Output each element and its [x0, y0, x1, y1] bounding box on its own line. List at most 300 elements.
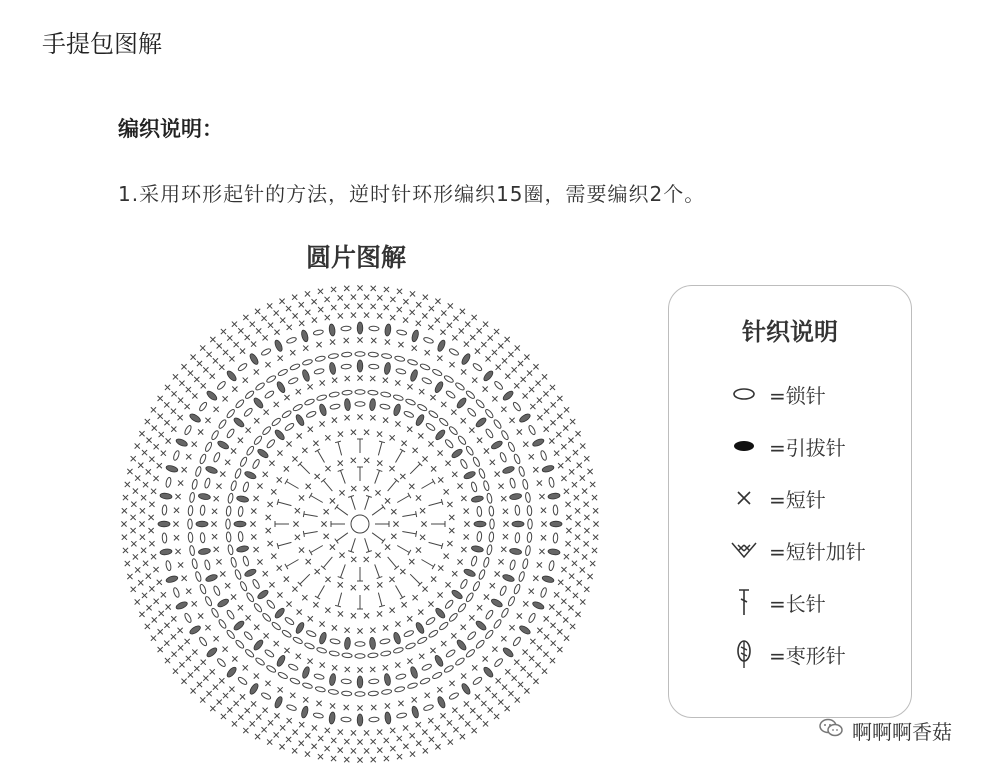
single-crochet-mark	[191, 355, 196, 360]
single-crochet-mark	[582, 489, 587, 494]
puff-stitch-mark	[434, 654, 445, 667]
single-crochet-mark	[364, 748, 369, 753]
single-crochet-mark	[240, 694, 245, 699]
single-crochet-mark	[524, 688, 529, 693]
chain-stitch-mark	[162, 505, 167, 515]
legend-item-double	[729, 587, 826, 617]
chain-stitch-mark	[255, 382, 266, 391]
chain-stitch-mark	[191, 558, 198, 569]
chain-stitch-mark	[393, 394, 404, 401]
single-crochet-mark	[517, 429, 522, 434]
single-crochet-mark	[227, 335, 232, 340]
chain-stitch-mark	[243, 407, 253, 417]
double-crochet-mark	[321, 557, 332, 570]
puff-stitch-mark	[490, 598, 503, 609]
single-crochet-mark	[197, 682, 202, 687]
single-crochet-mark	[149, 541, 154, 546]
chain-stitch-mark	[380, 403, 391, 409]
single-crochet-mark	[234, 701, 239, 706]
chain-stitch-mark	[238, 506, 243, 516]
single-crochet-mark	[430, 648, 435, 653]
single-crochet-mark	[452, 472, 457, 477]
chain-stitch-mark	[304, 398, 315, 406]
chain-stitch-mark	[239, 456, 248, 467]
legend-item-chain	[729, 379, 826, 409]
chain-stitch-mark	[227, 493, 233, 504]
single-crochet-mark	[142, 450, 147, 455]
chain-stitch-mark	[173, 450, 181, 461]
single-crochet-mark	[558, 580, 563, 585]
single-crochet-mark	[407, 616, 412, 621]
chain-stitch-mark	[189, 545, 195, 556]
chain-stitch-mark	[226, 609, 235, 620]
chain-stitch-mark	[380, 650, 391, 656]
chain-stitch-mark	[445, 649, 456, 658]
single-crochet-mark	[593, 521, 598, 526]
single-crochet-mark	[139, 431, 144, 436]
single-crochet-mark	[403, 725, 408, 730]
single-crochet-mark	[171, 409, 176, 414]
single-crochet-mark	[377, 432, 382, 437]
single-crochet-mark	[316, 701, 321, 706]
chain-stitch-mark	[330, 403, 341, 409]
single-crochet-mark	[211, 521, 216, 526]
single-crochet-mark	[261, 316, 266, 321]
chain-stitch-mark	[342, 691, 352, 696]
chain-stitch-mark	[252, 579, 261, 590]
single-crochet-mark	[219, 678, 224, 683]
single-crochet-mark	[503, 534, 508, 539]
single-crochet-mark	[303, 346, 308, 351]
single-crochet-mark	[331, 305, 336, 310]
single-crochet-mark	[582, 554, 587, 559]
single-crochet-mark	[231, 448, 236, 453]
single-crochet-mark	[364, 430, 369, 435]
chain-stitch-mark	[443, 664, 454, 673]
single-crochet-mark	[429, 306, 434, 311]
single-crochet-mark	[213, 358, 218, 363]
single-crochet-mark	[430, 395, 435, 400]
puff-stitch-mark	[357, 676, 363, 688]
single-crochet-mark	[377, 461, 382, 466]
single-crochet-mark	[419, 654, 424, 659]
single-crochet-mark	[158, 629, 163, 634]
single-crochet-mark	[357, 414, 362, 419]
chain-stitch-mark	[226, 506, 231, 516]
double-crochet-mark	[429, 499, 443, 506]
chain-stitch-mark	[341, 364, 351, 369]
puff-stitch-mark	[175, 600, 188, 610]
chain-stitch-mark	[218, 419, 227, 430]
single-crochet-mark	[245, 708, 250, 713]
chain-stitch-mark	[281, 629, 292, 638]
single-crochet-mark	[501, 636, 506, 641]
single-crochet-mark	[438, 477, 443, 482]
single-crochet-mark	[577, 580, 582, 585]
single-crochet-mark	[263, 571, 268, 576]
chain-stitch-mark	[403, 630, 414, 638]
chain-stitch-mark	[522, 558, 529, 569]
single-crochet-mark	[267, 303, 272, 308]
stitch-round	[200, 364, 520, 684]
single-crochet-mark	[178, 562, 183, 567]
instruction-step-1: 1.采用环形起针的方法，逆时针环形编织15圈，需要编织2个。	[118, 182, 706, 206]
chain-stitch-mark	[394, 686, 405, 693]
single-crochet-mark	[420, 508, 425, 513]
puff-stitch-mark	[532, 600, 545, 610]
chain-stitch-mark	[341, 679, 351, 684]
single-crochet-mark	[325, 315, 330, 320]
single-crochet-mark	[383, 665, 388, 670]
single-crochet-mark	[554, 451, 559, 456]
single-crochet-mark	[416, 741, 421, 746]
double-crochet-mark	[396, 585, 406, 599]
single-crochet-mark	[278, 687, 283, 692]
puff-stitch-mark	[248, 682, 259, 695]
single-crochet-mark	[584, 587, 589, 592]
chain-stitch-mark	[460, 459, 469, 470]
single-crochet-mark	[305, 751, 310, 756]
single-crochet-mark	[331, 738, 336, 743]
chain-stitch-mark	[330, 638, 341, 644]
chain-stitch-mark	[216, 658, 226, 668]
chain-stitch-mark	[329, 650, 340, 656]
single-crochet-mark	[398, 701, 403, 706]
single-crochet-mark	[178, 628, 183, 633]
single-crochet-mark	[223, 396, 228, 401]
single-crochet-mark	[440, 330, 445, 335]
single-crochet-mark	[407, 427, 412, 432]
puff-stitch-mark	[328, 324, 335, 337]
puff-stitch-mark	[434, 607, 446, 620]
single-crochet-mark	[557, 414, 562, 419]
double-crochet-mark	[298, 462, 310, 474]
chain-stitch-mark	[472, 581, 481, 592]
single-crochet-mark	[182, 467, 187, 472]
chain-stitch-mark	[518, 571, 525, 582]
single-crochet-mark	[251, 534, 256, 539]
single-crochet-mark	[251, 509, 256, 514]
puff-stitch-mark	[463, 470, 476, 480]
chain-stitch-mark	[483, 557, 490, 568]
single-crochet-mark	[133, 554, 138, 559]
single-crochet-mark	[203, 367, 208, 372]
chain-stitch-mark	[494, 380, 504, 390]
chain-stitch-mark	[246, 592, 255, 603]
chain-stitch-mark	[407, 359, 418, 366]
single-crochet-mark	[449, 528, 454, 533]
chain-stitch-mark	[455, 382, 466, 391]
single-crochet-mark	[284, 466, 289, 471]
single-crochet-mark	[477, 605, 482, 610]
single-crochet-mark	[357, 739, 362, 744]
single-crochet-mark	[345, 628, 350, 633]
chain-stitch-mark	[499, 585, 507, 596]
chain-stitch-mark	[216, 380, 226, 390]
chain-stitch-mark	[313, 329, 324, 335]
single-crochet-mark	[403, 299, 408, 304]
chain-stitch-mark	[423, 337, 434, 345]
chain-stitch-mark	[253, 435, 263, 446]
single-crochet-mark	[556, 611, 561, 616]
single-crochet-mark	[159, 432, 164, 437]
single-crochet-mark	[573, 593, 578, 598]
single-crochet-mark	[549, 604, 554, 609]
chain-stitch-mark	[380, 391, 391, 397]
single-crochet-mark	[447, 502, 452, 507]
single-crochet-mark	[295, 535, 300, 540]
single-crochet-mark	[171, 616, 176, 621]
double-crochet-mark	[275, 521, 289, 527]
single-crochet-mark	[484, 594, 489, 599]
chain-stitch-mark	[165, 477, 171, 488]
single-crochet-mark	[590, 561, 595, 566]
chain-stitch-mark	[518, 466, 525, 477]
puff-stitch-mark	[328, 712, 335, 725]
single-crochet-mark	[541, 521, 546, 526]
single-crochet-mark	[574, 548, 579, 553]
single-crochet-mark	[325, 746, 330, 751]
single-crochet-mark	[229, 687, 234, 692]
single-crochet-mark	[584, 502, 589, 507]
single-crochet-mark	[293, 521, 298, 526]
single-crochet-mark	[330, 498, 335, 503]
single-crochet-mark	[425, 693, 430, 698]
single-crochet-mark	[131, 587, 136, 592]
puff-stitch-mark	[393, 403, 402, 416]
chain-stitch-mark	[527, 532, 532, 542]
single-crochet-mark	[440, 713, 445, 718]
single-crochet-mark	[277, 592, 282, 597]
chain-stitch-mark	[284, 422, 295, 431]
single-crochet-mark	[377, 582, 382, 587]
single-crochet-mark	[464, 521, 469, 526]
single-crochet-mark	[364, 458, 369, 463]
chain-stitch-mark	[211, 430, 220, 441]
single-crochet-mark	[344, 705, 349, 710]
double-crochet-mark	[303, 531, 317, 537]
double-crochet-mark	[335, 441, 342, 455]
single-crochet-mark	[268, 541, 273, 546]
puff-stitch-mark	[329, 673, 337, 686]
double-crochet-mark	[397, 546, 411, 556]
single-crochet-mark	[575, 508, 580, 513]
puff-stitch-mark	[217, 598, 230, 609]
single-crochet-mark	[200, 697, 205, 702]
stitch-round	[173, 337, 546, 710]
page-title: 手提包图解	[42, 30, 162, 58]
single-crochet-mark	[338, 611, 343, 616]
legend-label-increase: =短针加针	[769, 539, 866, 564]
chain-stitch-mark	[234, 569, 242, 580]
single-crochet-mark	[584, 528, 589, 533]
single-crochet-mark	[508, 352, 513, 357]
double-crochet-mark	[315, 449, 325, 463]
chain-stitch-mark	[368, 653, 378, 658]
single-crochet-mark	[201, 383, 206, 388]
single-crochet-mark	[437, 592, 442, 597]
puff-stitch-mark	[357, 322, 363, 334]
single-crochet-mark	[539, 549, 544, 554]
single-crochet-mark	[564, 407, 569, 412]
chain-stitch-mark	[540, 587, 548, 598]
legend-label-single: =短针	[769, 487, 826, 512]
single-crochet-mark	[299, 321, 304, 326]
puff-stitch-mark	[518, 624, 531, 635]
single-crochet-mark	[441, 732, 446, 737]
double-crochet-mark	[410, 462, 422, 474]
single-crochet-mark	[245, 335, 250, 340]
chain-stitch-mark	[420, 363, 431, 371]
stitch-round	[275, 439, 445, 609]
chain-stitch-mark	[173, 587, 181, 598]
single-crochet-mark	[498, 484, 503, 489]
single-crochet-mark	[149, 528, 154, 533]
single-crochet-mark	[302, 448, 307, 453]
single-crochet-mark	[232, 387, 237, 392]
single-crochet-mark	[130, 528, 135, 533]
single-crochet-mark	[416, 722, 421, 727]
chain-stitch-mark	[226, 408, 236, 418]
double-crochet-mark	[372, 533, 385, 544]
single-crochet-mark	[472, 728, 477, 733]
single-crochet-mark	[364, 585, 369, 590]
legend-title: 针织说明	[742, 318, 838, 346]
chain-stitch-mark	[485, 428, 494, 439]
single-crochet-mark	[484, 448, 489, 453]
chain-stitch-mark	[244, 390, 254, 400]
single-crochet-mark	[535, 662, 540, 667]
single-crochet-mark	[351, 730, 356, 735]
chain-stitch-mark	[188, 532, 193, 542]
single-crochet-mark	[483, 656, 488, 661]
single-crochet-mark	[246, 428, 251, 433]
single-crochet-mark	[179, 662, 184, 667]
single-crochet-mark	[173, 669, 178, 674]
chain-stitch-mark	[315, 355, 326, 362]
single-crochet-mark	[485, 356, 490, 361]
chain-stitch-mark	[284, 616, 295, 625]
puff-stitch-mark	[165, 575, 178, 584]
chain-stitch-mark	[368, 390, 378, 395]
single-crochet-mark	[214, 496, 219, 501]
chain-stitch-icon	[729, 379, 759, 409]
single-crochet-mark	[243, 378, 248, 383]
single-crochet-mark	[573, 450, 578, 455]
single-crochet-mark	[390, 746, 395, 751]
single-crochet-mark	[318, 754, 323, 759]
chain-stitch-mark	[428, 410, 439, 419]
puff-stitch-mark	[490, 440, 503, 451]
double-crochet-icon	[729, 587, 759, 617]
single-crochet-mark	[449, 681, 454, 686]
crochet-circle-diagram	[110, 282, 610, 772]
puff-stitch-mark	[198, 548, 211, 556]
chain-stitch-mark	[266, 375, 277, 384]
single-crochet-mark	[151, 489, 156, 494]
single-crochet-mark	[330, 339, 335, 344]
single-crochet-mark	[383, 625, 388, 630]
puff-stitch-mark	[158, 521, 170, 527]
single-crochet-mark	[469, 615, 474, 620]
single-crochet-mark	[146, 574, 151, 579]
stitch-round	[303, 467, 416, 581]
double-crochet-mark	[285, 560, 299, 570]
single-crochet-mark	[423, 295, 428, 300]
puff-stitch-mark	[456, 639, 468, 652]
single-crochet-mark	[250, 322, 255, 327]
double-crochet-mark	[388, 557, 399, 570]
single-crochet-mark	[229, 356, 234, 361]
single-crochet-mark	[492, 350, 497, 355]
single-crochet-mark	[512, 367, 517, 372]
double-crochet-mark	[335, 505, 348, 516]
single-crochet-mark	[477, 438, 482, 443]
single-crochet-mark	[475, 694, 480, 699]
single-crochet-mark	[186, 656, 191, 661]
double-crochet-mark	[429, 542, 443, 549]
single-crochet-mark	[192, 601, 197, 606]
single-crochet-mark	[263, 335, 268, 340]
single-crochet-mark	[186, 589, 191, 594]
single-crochet-mark	[435, 725, 440, 730]
chain-stitch-mark	[489, 532, 494, 542]
single-crochet-mark	[357, 705, 362, 710]
chain-stitch-mark	[341, 326, 351, 331]
single-crochet-mark	[151, 554, 156, 559]
single-crochet-mark	[123, 495, 128, 500]
single-crochet-mark	[420, 535, 425, 540]
chain-stitch-mark	[432, 368, 443, 376]
chain-stitch-mark	[292, 403, 303, 412]
chain-stitch-mark	[522, 479, 529, 490]
single-crochet-mark	[563, 425, 568, 430]
chain-stitch-mark	[507, 596, 515, 607]
single-crochet-mark	[164, 402, 169, 407]
chain-stitch-mark	[507, 441, 515, 452]
single-crochet-mark	[292, 295, 297, 300]
single-crochet-mark	[357, 375, 362, 380]
single-crochet-mark	[470, 708, 475, 713]
single-crochet-mark	[477, 715, 482, 720]
chain-stitch-mark	[500, 430, 509, 441]
chain-stitch-mark	[513, 584, 521, 595]
chain-stitch-mark	[199, 453, 207, 464]
puff-stitch-mark	[550, 521, 562, 527]
puff-stitch-mark	[196, 521, 208, 527]
single-crochet-mark	[188, 370, 193, 375]
double-crochet-mark	[277, 499, 291, 506]
legend-item-single	[729, 483, 826, 513]
single-crochet-mark	[286, 601, 291, 606]
double-crochet-mark	[421, 479, 435, 489]
single-crochet-mark	[385, 339, 390, 344]
single-crochet-mark	[371, 304, 376, 309]
single-crochet-mark	[238, 328, 243, 333]
single-crochet-mark	[492, 693, 497, 698]
single-crochet-mark	[570, 624, 575, 629]
single-crochet-mark	[231, 594, 236, 599]
single-crochet-mark	[518, 361, 523, 366]
puff-stitch-mark	[502, 573, 515, 582]
single-crochet-mark	[299, 741, 304, 746]
chain-stitch-mark	[448, 348, 459, 357]
chain-stitch-mark	[261, 348, 272, 357]
single-crochet-mark	[423, 748, 428, 753]
chain-stitch-mark	[304, 642, 315, 650]
stitch-round	[158, 322, 562, 726]
chain-stitch-mark	[553, 533, 558, 543]
